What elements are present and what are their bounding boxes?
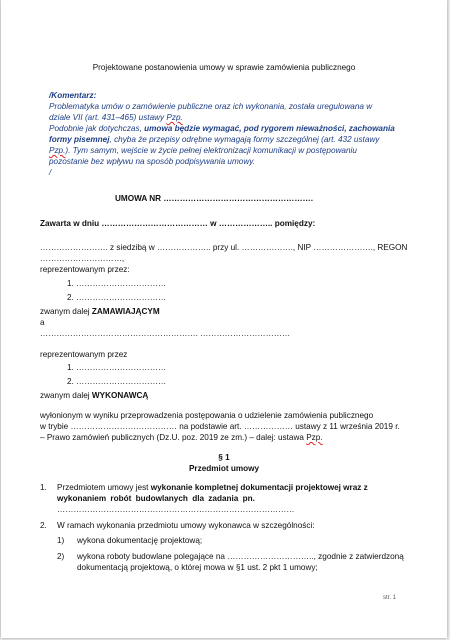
comment-line: Pzp.). Tym samym, wejście w życie pełnej elektronizacji komunikacji w postępowaniu bbox=[49, 146, 357, 155]
comment-line: Podobnie jak dotychczas, umowa będzie wymagać, pod rygorem nieważności, zachowania bbox=[49, 124, 395, 133]
repr2-item: 1. …………………………… bbox=[67, 363, 167, 372]
document-title: Projektowane postanowienia umowy w sprawie zamówienia publicznego bbox=[92, 63, 356, 72]
comment-line: formy pisemnej, chyba że przepisy odrębne wymagają formy szczególnej (art. 432 ustawy bbox=[49, 135, 380, 144]
comment-line: Problematyka umów o zamówienie publiczne oraz ich wykonania, została uregulowana w bbox=[49, 102, 373, 111]
contract-date-line: Zawarta w dniu ………………………………… w ……………….. pomiędzy: bbox=[40, 219, 316, 228]
zwanym-zamawiajacym: zwanym dalej ZAMAWIAJĄCYM bbox=[40, 307, 160, 316]
repr1-item: 1. …………………………… bbox=[67, 279, 167, 288]
selection-line: – Prawo zamówień publicznych (Dz.U. poz. 2019 ze zm.) – dalej: ustawa Pzp. bbox=[40, 433, 323, 442]
document-page bbox=[1, 0, 447, 638]
comment-line: pozostanie bez wpływu na sposób podpisywania umowy. bbox=[49, 157, 256, 166]
party1-line: …………………………, bbox=[40, 254, 125, 263]
selection-line: wyłonionym w wyniku przeprowadzenia postępowania o udzielenie zamówienia publicznego bbox=[40, 411, 374, 420]
subitem-number: 2) bbox=[57, 552, 65, 561]
comment-line: dziale VII (art. 431–465) ustawy Pzp. bbox=[49, 113, 183, 122]
item2-line: W ramach wykonania przedmiotu umowy wykonawca w szczególności: bbox=[57, 521, 315, 530]
item2-subitem: wykona dokumentację projektową; bbox=[77, 536, 203, 545]
conjunction-a: a bbox=[40, 318, 45, 327]
page-number: str. 1 bbox=[383, 595, 397, 601]
item-number: 2. bbox=[40, 521, 47, 530]
repr2-label: reprezentowanym przez bbox=[40, 350, 128, 359]
item-number: 1. bbox=[40, 483, 47, 492]
section-number: § 1 bbox=[218, 453, 230, 462]
item1-line: …………………………………………………………………………… bbox=[57, 505, 295, 514]
party2-line: …………………………………………………. …………………………… bbox=[40, 329, 291, 338]
contract-number: UMOWA NR ………………………………………………. bbox=[115, 194, 314, 203]
comment-close: / bbox=[49, 168, 52, 177]
item1-line: wykonaniem robót budowlanych dla zadania pn. bbox=[57, 494, 255, 503]
item1-line: Przedmiotem umowy jest wykonanie kompletnej dokumentacji projektowej wraz z bbox=[57, 483, 368, 492]
section-title: Przedmiot umowy bbox=[188, 464, 260, 473]
zwanym-wykonawca: zwanym dalej WYKONAWCĄ bbox=[40, 391, 149, 400]
pzp-abbrev: Pzp. bbox=[306, 433, 323, 442]
pzp-abbrev: Pzp. bbox=[49, 146, 66, 155]
item2-subitem: dokumentacją projektową, o której mowa w §1 ust. 2 pkt 1 umowy; bbox=[77, 563, 318, 572]
repr1-item: 2. …………………………… bbox=[67, 293, 167, 302]
selection-line: w trybie ………………………………… na podstawie art. ……………… ustawy z 11 września 2019 r. bbox=[40, 422, 400, 431]
repr2-item: 2. …………………………… bbox=[67, 377, 167, 386]
party1-line: ……………………. z siedzibą w ……………….. przy ul. ………………., NIP …………………., REGON bbox=[40, 243, 408, 252]
subitem-number: 1) bbox=[57, 536, 65, 545]
comment-heading: /Komentarz: bbox=[49, 91, 97, 100]
item2-subitem: wykona roboty budowlane polegające na ………………………….., zgodnie z zatwierdzoną bbox=[77, 552, 404, 561]
pzp-abbrev: Pzp. bbox=[166, 113, 183, 122]
repr1-label: reprezentowanym przez: bbox=[40, 265, 130, 274]
